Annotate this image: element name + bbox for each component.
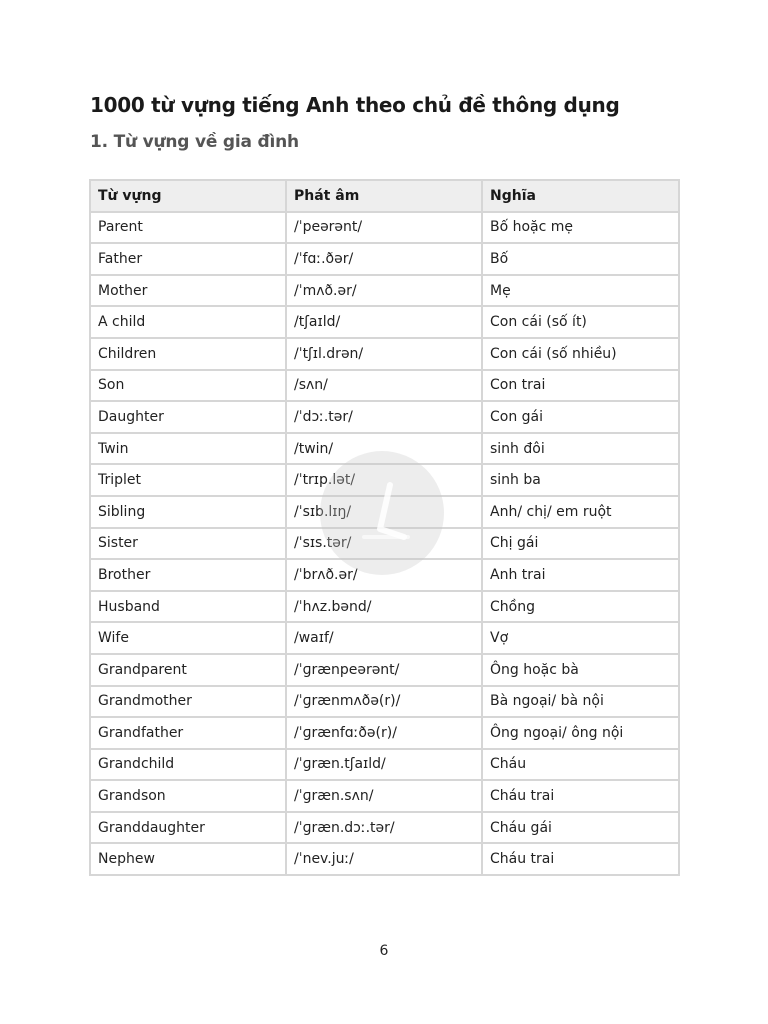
pronunciation-cell: /ˈpeərənt/ [286, 212, 482, 244]
table-row [90, 749, 679, 781]
word-cell: Daughter [90, 401, 286, 433]
table-row [90, 812, 679, 844]
meaning-cell: Bố [482, 243, 679, 275]
table-row [90, 306, 679, 338]
meaning-cell: Chồng [482, 591, 679, 623]
table-row [90, 433, 679, 465]
pronunciation-cell: /ˈdɔː.tər/ [286, 401, 482, 433]
meaning-cell: sinh đôi [482, 433, 679, 465]
pronunciation-cell: /ˈbrʌð.ər/ [286, 559, 482, 591]
pronunciation-cell: /ˈɡrænmʌðə(r)/ [286, 686, 482, 718]
word-cell: Grandfather [90, 717, 286, 749]
word-cell: Nephew [90, 843, 286, 875]
section-title: 1. Từ vựng về gia đình [90, 132, 299, 152]
table-row [90, 212, 679, 244]
vocabulary-table [89, 179, 680, 876]
meaning-cell: Anh/ chị/ em ruột [482, 496, 679, 528]
word-cell: Wife [90, 622, 286, 654]
table-row [90, 243, 679, 275]
page-number: 6 [379, 943, 389, 959]
meaning-cell: Ông ngoại/ ông nội [482, 717, 679, 749]
pronunciation-cell: /twin/ [286, 433, 482, 465]
meaning-cell: Ông hoặc bà [482, 654, 679, 686]
word-cell: Grandson [90, 780, 286, 812]
pronunciation-cell: /ˈɡræn.tʃaɪld/ [286, 749, 482, 781]
word-cell: Parent [90, 212, 286, 244]
meaning-cell: Cháu trai [482, 780, 679, 812]
table-row [90, 622, 679, 654]
meaning-cell: Cháu gái [482, 812, 679, 844]
pronunciation-cell: /ˈɡrænpeərənt/ [286, 654, 482, 686]
pronunciation-cell: /ˈɡrænfɑːðə(r)/ [286, 717, 482, 749]
table-row [90, 275, 679, 307]
column-header-word: Từ vựng [90, 180, 286, 212]
meaning-cell: Cháu trai [482, 843, 679, 875]
table-row [90, 528, 679, 560]
meaning-cell: Anh trai [482, 559, 679, 591]
meaning-cell: Cháu [482, 749, 679, 781]
word-cell: Grandmother [90, 686, 286, 718]
word-cell: Children [90, 338, 286, 370]
word-cell: Granddaughter [90, 812, 286, 844]
word-cell: A child [90, 306, 286, 338]
pronunciation-cell: /ˈtʃɪl.drən/ [286, 338, 482, 370]
column-header-meaning: Nghĩa [482, 180, 679, 212]
pronunciation-cell: /ˈtrɪp.lət/ [286, 464, 482, 496]
meaning-cell: Mẹ [482, 275, 679, 307]
pronunciation-cell: /tʃaɪld/ [286, 306, 482, 338]
word-cell: Mother [90, 275, 286, 307]
pronunciation-cell: /ˈɡræn.sʌn/ [286, 780, 482, 812]
word-cell: Triplet [90, 464, 286, 496]
pronunciation-cell: /waɪf/ [286, 622, 482, 654]
pronunciation-cell: /ˈɡræn.dɔː.tər/ [286, 812, 482, 844]
meaning-cell: Chị gái [482, 528, 679, 560]
word-cell: Son [90, 370, 286, 402]
table-row [90, 401, 679, 433]
table-row [90, 338, 679, 370]
pronunciation-cell: /ˈhʌz.bənd/ [286, 591, 482, 623]
page-title: 1000 từ vựng tiếng Anh theo chủ đề thông dụng [90, 93, 620, 117]
pronunciation-cell: /ˈfɑː.ðər/ [286, 243, 482, 275]
column-header-pronunciation: Phát âm [286, 180, 482, 212]
meaning-cell: Con trai [482, 370, 679, 402]
word-cell: Grandchild [90, 749, 286, 781]
table-row [90, 559, 679, 591]
meaning-cell: sinh ba [482, 464, 679, 496]
table-row [90, 780, 679, 812]
meaning-cell: Con cái (số ít) [482, 306, 679, 338]
table-row [90, 464, 679, 496]
table-row [90, 496, 679, 528]
pronunciation-cell: /ˈsɪs.tər/ [286, 528, 482, 560]
meaning-cell: Bà ngoại/ bà nội [482, 686, 679, 718]
table-row [90, 843, 679, 875]
pronunciation-cell: /ˈnev.juː/ [286, 843, 482, 875]
word-cell: Twin [90, 433, 286, 465]
meaning-cell: Con cái (số nhiều) [482, 338, 679, 370]
pronunciation-cell: /ˈsɪb.lɪŋ/ [286, 496, 482, 528]
meaning-cell: Con gái [482, 401, 679, 433]
meaning-cell: Vợ [482, 622, 679, 654]
pronunciation-cell: /sʌn/ [286, 370, 482, 402]
table-row [90, 654, 679, 686]
table-row [90, 591, 679, 623]
word-cell: Sister [90, 528, 286, 560]
word-cell: Grandparent [90, 654, 286, 686]
table-row [90, 717, 679, 749]
word-cell: Husband [90, 591, 286, 623]
table-header-row [90, 180, 679, 212]
meaning-cell: Bố hoặc mẹ [482, 212, 679, 244]
table-row [90, 370, 679, 402]
word-cell: Father [90, 243, 286, 275]
pronunciation-cell: /ˈmʌð.ər/ [286, 275, 482, 307]
word-cell: Brother [90, 559, 286, 591]
table-row [90, 686, 679, 718]
word-cell: Sibling [90, 496, 286, 528]
